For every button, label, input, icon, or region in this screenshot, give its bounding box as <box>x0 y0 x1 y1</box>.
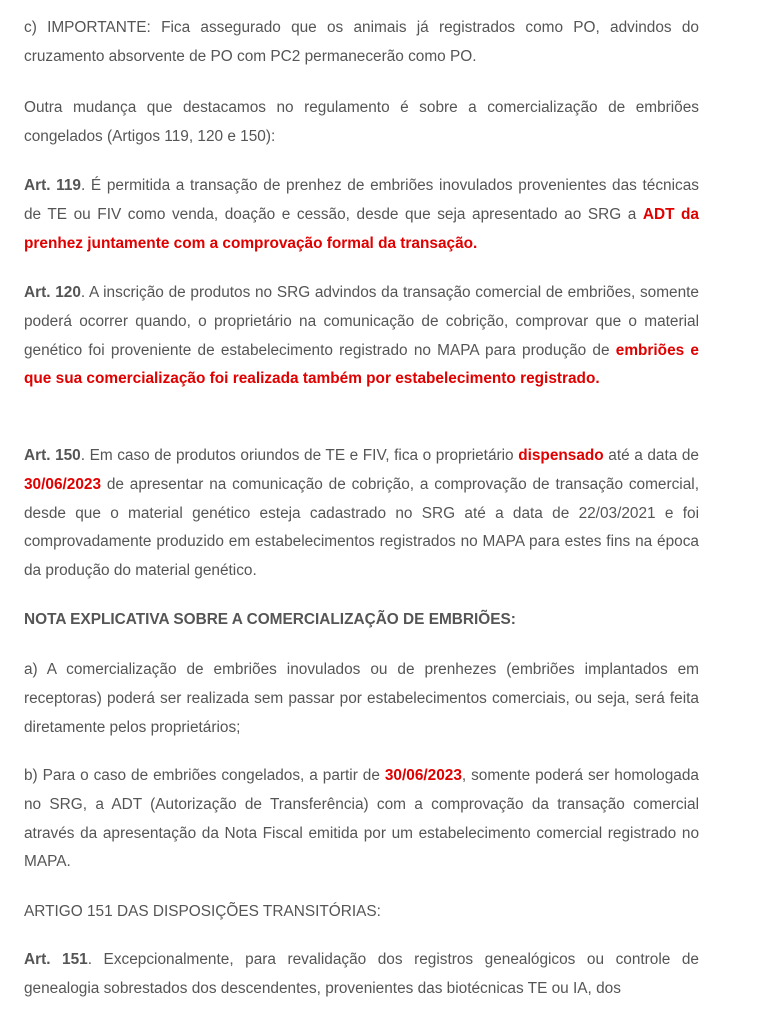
artigo-151-heading <box>24 898 699 927</box>
paragraph-art-150 <box>24 442 699 586</box>
art-119-highlight: ADT da prenhez juntamente com a comprovação formal da transação. <box>24 205 699 252</box>
art-120-label: Art. 120 <box>24 284 81 301</box>
nota-b-text-b: , somente poderá ser homologada no SRG, a ADT (Autorização de Transferência) com a comprovação da transação comercial através da apresentação da Nota Fiscal emitida por um estabelecimento comercial registrado no MAPA. <box>24 767 699 871</box>
art-151-text: . Excepcionalmente, para revalidação dos registros genealógicos ou controle de genealogia sobrestados dos descendentes, provenientes das biotécnicas TE ou IA, dos <box>24 951 699 997</box>
nota-explicativa-heading-text: NOTA EXPLICATIVA SOBRE A COMERCIALIZAÇÃO DE EMBRIÕES: <box>24 611 516 628</box>
paragraph-importante <box>24 14 699 72</box>
paragraph-art-120 <box>24 279 699 394</box>
art-120-highlight: embriões e que sua comercialização foi realizada também por estabelecimento registrado. <box>24 341 699 388</box>
art-150-highlight-dispensado: dispensado <box>518 447 604 464</box>
paragraph-art-151 <box>24 946 699 1004</box>
paragraph-importante-text: c) IMPORTANTE: Fica assegurado que os animais já registrados como PO, advindos do cruzamento absorvente de PO com PC2 permanecerão como PO. <box>24 19 699 65</box>
art-120-text: . A inscrição de produtos no SRG advindos da transação comercial de embriões, somente poderá ocorrer quando, o proprietário na comunicação de cobrição, comprovar que o material genético foi proveniente de estabelecimento registrado no MAPA para produção de <box>24 284 699 359</box>
art-150-highlight-date: 30/06/2023 <box>24 475 102 493</box>
art-150-label: Art. 150 <box>24 447 81 464</box>
paragraph-nota-a <box>24 656 699 742</box>
nota-explicativa-heading <box>24 606 699 635</box>
paragraph-mudanca-text: Outra mudança que destacamos no regulamento é sobre a comercialização de embriões congelados (Artigos 119, 120 e 150): <box>24 99 699 145</box>
art-151-label: Art. 151 <box>24 951 88 968</box>
art-150-text-b: até a data de <box>603 447 699 464</box>
nota-a-text: a) A comercialização de embriões inovulados ou de prenhezes (embriões implantados em receptoras) poderá ser realizada sem passar por estabelecimentos comerciais, ou seja, será feita diretamente pelos proprietários; <box>24 661 699 736</box>
art-119-text: . É permitida a transação de prenhez de embriões inovulados provenientes das técnicas de TE ou FIV como venda, doação e cessão, desde que seja apresentado ao SRG a <box>24 177 699 223</box>
artigo-151-heading-text: ARTIGO 151 DAS DISPOSIÇÕES TRANSITÓRIAS: <box>24 903 381 920</box>
art-150-text-a: . Em caso de produtos oriundos de TE e FIV, fica o proprietário <box>80 447 519 464</box>
art-119-label: Art. 119 <box>24 177 81 194</box>
paragraph-nota-b <box>24 762 699 877</box>
nota-b-highlight-date: 30/06/2023 <box>384 767 462 784</box>
paragraph-mudanca <box>24 94 699 152</box>
art-150-text-c: de apresentar na comunicação de cobrição, a comprovação de transação comercial, desde que o material genético esteja cadastrado no SRG até a data de 22/03/2021 e foi comprovadamente produzido em estabelecimentos registrados no MAPA para estes fins na época da produção do material genético. <box>24 475 699 580</box>
nota-b-text-a: b) Para o caso de embriões congelados, a partir de <box>24 767 385 784</box>
paragraph-art-119 <box>24 172 699 258</box>
